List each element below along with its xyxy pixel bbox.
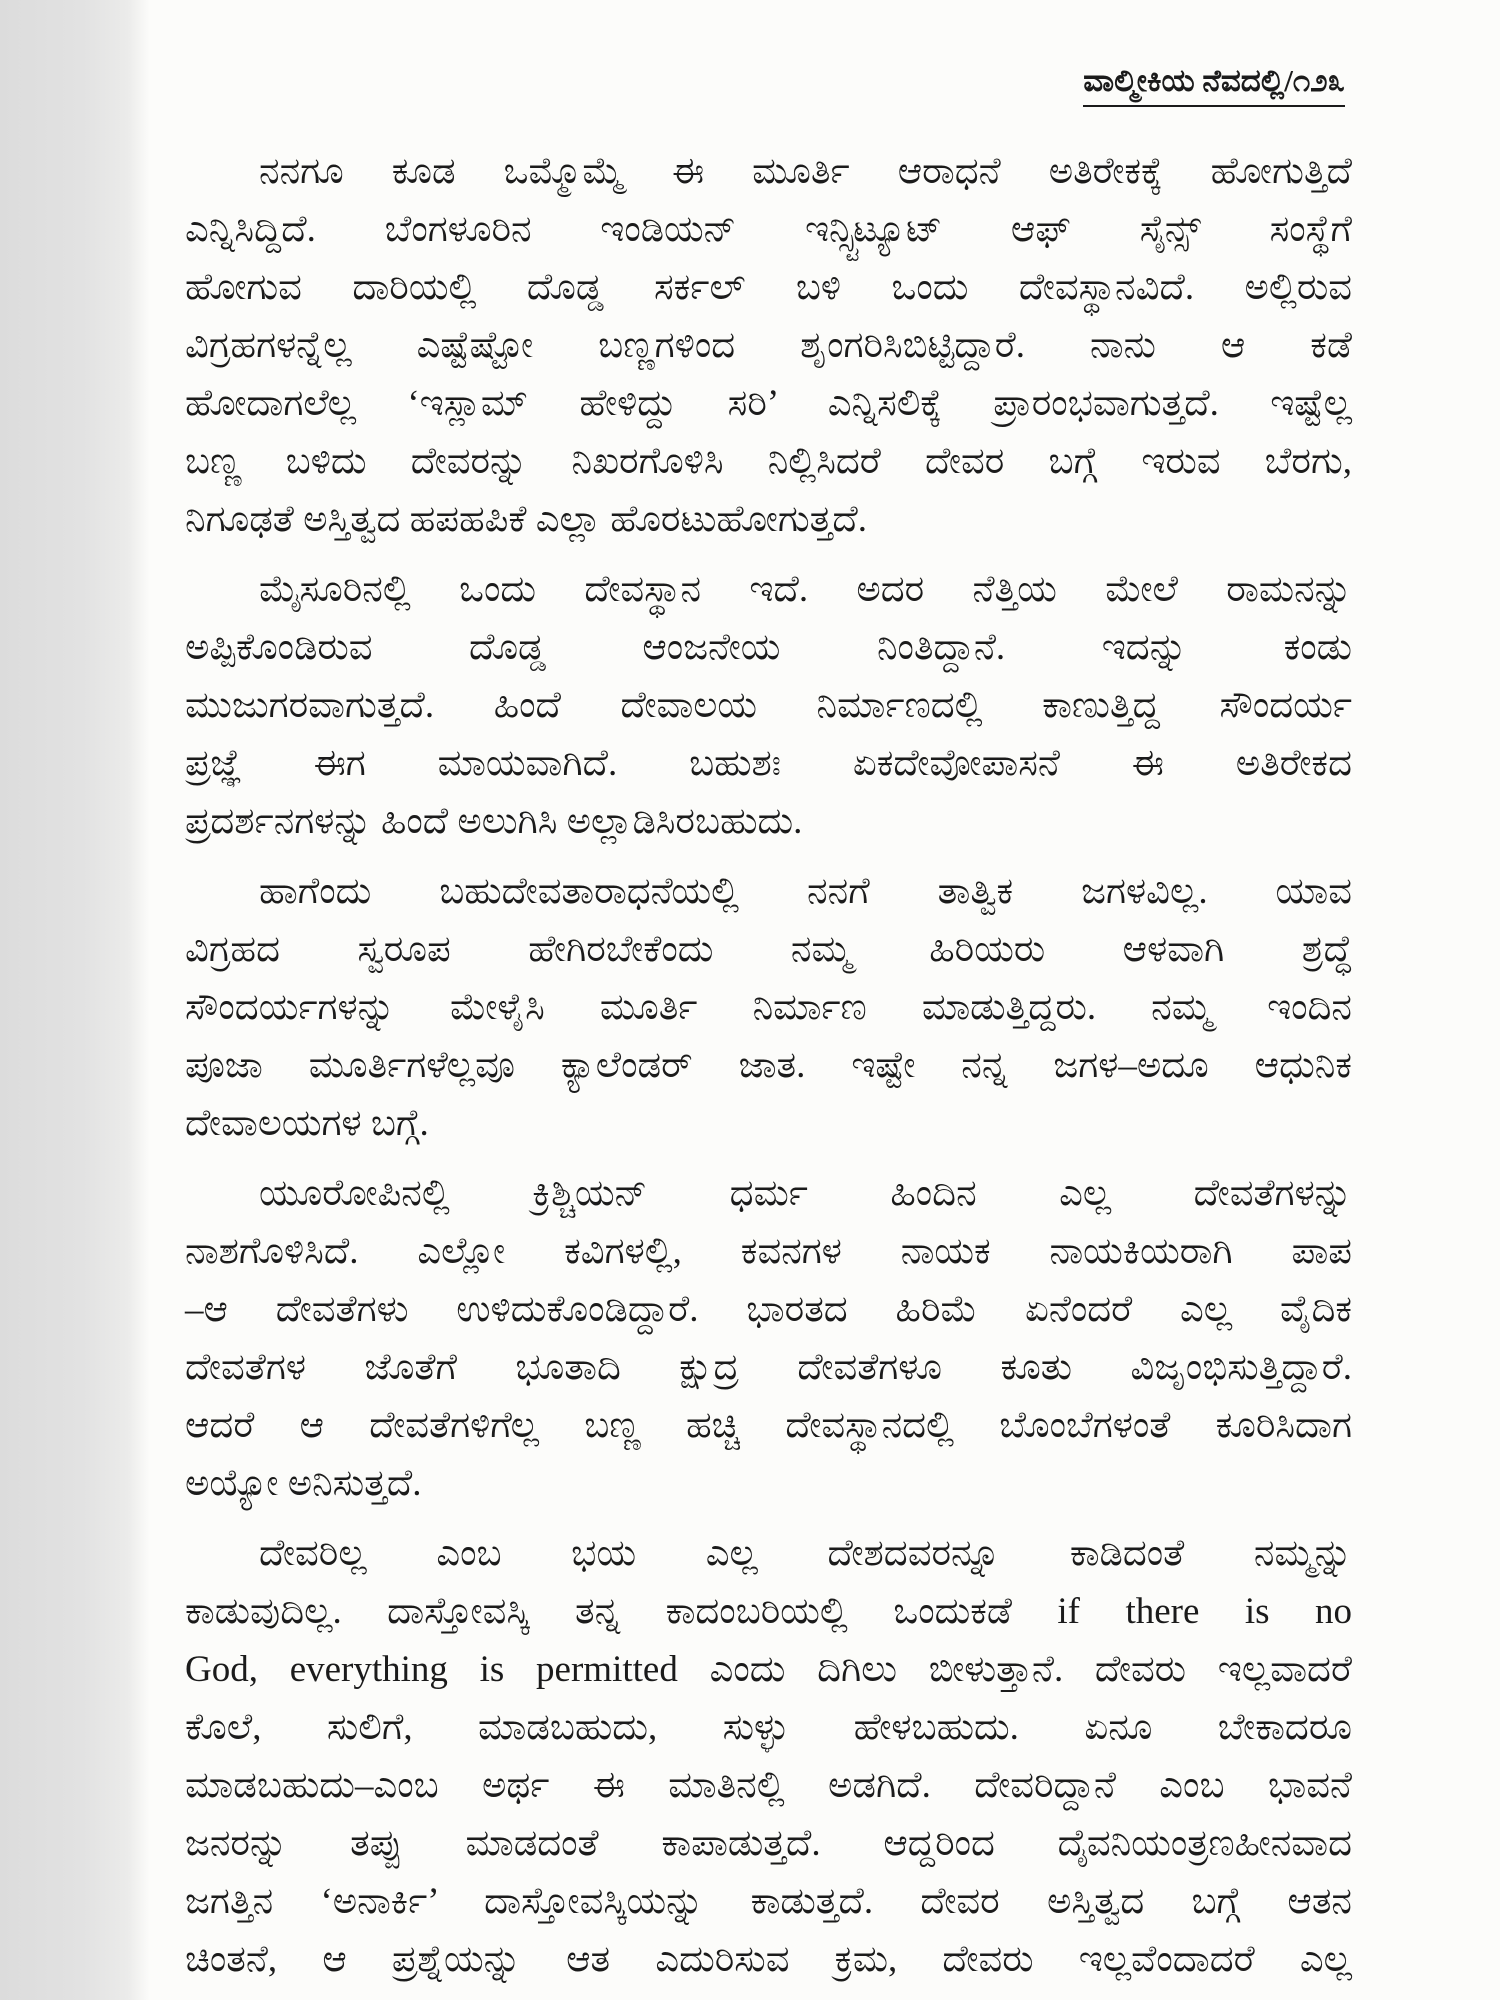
text-line: ಬಣ್ಣ ಬಳಿದು ದೇವರನ್ನು ನಿಖರಗೊಳಿಸಿ ನಿಲ್ಲಿಸಿದರೆ ದೇವರ ಬಗ್ಗೆ ಇರುವ ಬೆರಗು, xyxy=(185,441,1352,482)
text-line: ಹಾಗೆಂದು ಬಹುದೇವತಾರಾಧನೆಯಲ್ಲಿ ನನಗೆ ತಾತ್ವಿಕ ಜಗಳವಿಲ್ಲ. ಯಾವ xyxy=(259,871,1352,912)
text-line: ಹೋದಾಗಲೆಲ್ಲ ‘ಇಸ್ಲಾಮ್ ಹೇಳಿದ್ದು ಸರಿ’ ಎನ್ನಿಸಲಿಕ್ಕೆ ಪ್ರಾರಂಭವಾಗುತ್ತದೆ. ಇಷ್ಟೆಲ್ಲ xyxy=(185,383,1352,424)
text-line: ಅಪ್ಪಿಕೊಂಡಿರುವ ದೊಡ್ಡ ಆಂಜನೇಯ ನಿಂತಿದ್ದಾನೆ. ಇದನ್ನು ಕಂಡು xyxy=(185,627,1352,668)
text-line: ದೇವತೆಗಳ ಜೊತೆಗೆ ಭೂತಾದಿ ಕ್ಷುದ್ರ ದೇವತೆಗಳೂ ಕೂತು ವಿಜೃಂಭಿಸುತ್ತಿದ್ದಾರೆ. xyxy=(185,1347,1352,1388)
paragraph xyxy=(185,561,1352,851)
text-line: ನಾಶಗೊಳಿಸಿದೆ. ಎಲ್ಲೋ ಕವಿಗಳಲ್ಲಿ, ಕವನಗಳ ನಾಯಕ ನಾಯಕಿಯರಾಗಿ ಪಾಪ xyxy=(185,1231,1352,1272)
running-head-separator: / xyxy=(1284,63,1293,98)
text-line: ಪ್ರದರ್ಶನಗಳನ್ನು ಹಿಂದೆ ಅಲುಗಿಸಿ ಅಲ್ಲಾಡಿಸಿರಬಹುದು. xyxy=(185,801,803,842)
paragraph xyxy=(185,143,1352,549)
text-line: ಜನರನ್ನು ತಪ್ಪು ಮಾಡದಂತೆ ಕಾಪಾಡುತ್ತದೆ. ಆದ್ದರಿಂದ ದೈವನಿಯಂತ್ರಣಹೀನವಾದ xyxy=(185,1823,1352,1864)
text-line: ವಿಗ್ರಹಗಳನ್ನೆಲ್ಲ ಎಷ್ಟೆಷ್ಟೋ ಬಣ್ಣಗಳಿಂದ ಶೃಂಗರಿಸಿಬಿಟ್ಟಿದ್ದಾರೆ. ನಾನು ಆ ಕಡೆ xyxy=(185,325,1352,366)
text-line: ಜಗತ್ತಿನ ‘ಅನಾರ್ಕಿ’ ದಾಸ್ತೋವಸ್ಕಿಯನ್ನು ಕಾಡುತ್ತದೆ. ದೇವರ ಅಸ್ತಿತ್ವದ ಬಗ್ಗೆ ಆತನ xyxy=(185,1881,1352,1922)
text-line: ಪೂಜಾ ಮೂರ್ತಿಗಳೆಲ್ಲವೂ ಕ್ಯಾಲೆಂಡರ್ ಜಾತ. ಇಷ್ಟೇ ನನ್ನ ಜಗಳ–ಅದೂ ಆಧುನಿಕ xyxy=(185,1045,1352,1086)
text-line: ವಿಗ್ರಹದ ಸ್ವರೂಪ ಹೇಗಿರಬೇಕೆಂದು ನಮ್ಮ ಹಿರಿಯರು ಆಳವಾಗಿ ಶ್ರದ್ಧೆ xyxy=(185,929,1352,970)
body-text xyxy=(185,143,1352,2000)
text-line: ಅಯ್ಯೋ ಅನಿಸುತ್ತದೆ. xyxy=(185,1463,422,1504)
text-line: ಕಾಡುವುದಿಲ್ಲ. ದಾಸ್ತೋವಸ್ಕಿ ತನ್ನ ಕಾದಂಬರಿಯಲ್ಲಿ ಒಂದುಕಡೆ if there is no xyxy=(185,1591,1352,1632)
paragraph xyxy=(185,1525,1352,1989)
text-line: ಮುಜುಗರವಾಗುತ್ತದೆ. ಹಿಂದೆ ದೇವಾಲಯ ನಿರ್ಮಾಣದಲ್ಲಿ ಕಾಣುತ್ತಿದ್ದ ಸೌಂದರ್ಯ xyxy=(185,685,1352,726)
text-line: God, everything is permitted ಎಂದು ದಿಗಿಲು ಬೀಳುತ್ತಾನೆ. ದೇವರು ಇಲ್ಲವಾದರೆ xyxy=(185,1649,1352,1690)
text-line: ದೇವಾಲಯಗಳ ಬಗ್ಗೆ. xyxy=(185,1103,429,1144)
text-line: ಚಿಂತನೆ, ಆ ಪ್ರಶ್ನೆಯನ್ನು ಆತ ಎದುರಿಸುವ ಕ್ರಮ, ದೇವರು ಇಲ್ಲವೆಂದಾದರೆ ಎಲ್ಲ xyxy=(185,1939,1352,1980)
text-line: ಯೂರೋಪಿನಲ್ಲಿ ಕ್ರಿಶ್ಚಿಯನ್ ಧರ್ಮ ಹಿಂದಿನ ಎಲ್ಲ ದೇವತೆಗಳನ್ನು xyxy=(259,1173,1352,1214)
text-line: ಕೊಲೆ, ಸುಲಿಗೆ, ಮಾಡಬಹುದು, ಸುಳ್ಳು ಹೇಳಬಹುದು. ಏನೂ ಬೇಕಾದರೂ xyxy=(185,1707,1352,1748)
text-line: ಆದರೆ ಆ ದೇವತೆಗಳಿಗೆಲ್ಲ ಬಣ್ಣ ಹಚ್ಚಿ ದೇವಸ್ಥಾನದಲ್ಲಿ ಬೊಂಬೆಗಳಂತೆ ಕೂರಿಸಿದಾಗ xyxy=(185,1405,1352,1446)
page-gutter-shadow xyxy=(0,0,150,2000)
text-line: ಹೋಗುವ ದಾರಿಯಲ್ಲಿ ದೊಡ್ಡ ಸರ್ಕಲ್ ಬಳಿ ಒಂದು ದೇವಸ್ಥಾನವಿದೆ. ಅಲ್ಲಿರುವ xyxy=(185,267,1352,308)
text-line: ದೇವರಿಲ್ಲ ಎಂಬ ಭಯ ಎಲ್ಲ ದೇಶದವರನ್ನೂ ಕಾಡಿದಂತೆ ನಮ್ಮನ್ನು xyxy=(259,1533,1352,1574)
text-line: ಎನ್ನಿಸಿದ್ದಿದೆ. ಬೆಂಗಳೂರಿನ ಇಂಡಿಯನ್ ಇನ್ಸ್ಟಿಟ್ಯೂಟ್ ಆಫ್ ಸೈನ್ಸ್ ಸಂಸ್ಥೆಗೆ xyxy=(185,209,1352,250)
paragraph xyxy=(185,863,1352,1153)
text-line: ಮಾಡಬಹುದು–ಎಂಬ ಅರ್ಥ ಈ ಮಾತಿನಲ್ಲಿ ಅಡಗಿದೆ. ದೇವರಿದ್ದಾನೆ ಎಂಬ ಭಾವನೆ xyxy=(185,1765,1352,1806)
text-line: ಮೈಸೂರಿನಲ್ಲಿ ಒಂದು ದೇವಸ್ಥಾನ ಇದೆ. ಅದರ ನೆತ್ತಿಯ ಮೇಲೆ ರಾಮನನ್ನು xyxy=(259,569,1352,610)
page-number: ೧೨೩ xyxy=(1292,63,1345,98)
running-head-title: ವಾಲ್ಮೀಕಿಯ ನೆವದಲ್ಲಿ xyxy=(1083,63,1285,98)
paragraph xyxy=(185,1165,1352,1513)
text-line: ನನಗೂ ಕೂಡ ಒಮ್ಮೊಮ್ಮೆ ಈ ಮೂರ್ತಿ ಆರಾಧನೆ ಅತಿರೇಕಕ್ಕೆ ಹೋಗುತ್ತಿದೆ xyxy=(259,151,1352,192)
text-line: ಪ್ರಜ್ಞೆ ಈಗ ಮಾಯವಾಗಿದೆ. ಬಹುಶಃ ಏಕದೇವೋಪಾಸನೆ ಈ ಅತಿರೇಕದ xyxy=(185,743,1352,784)
text-line: –ಆ ದೇವತೆಗಳು ಉಳಿದುಕೊಂಡಿದ್ದಾರೆ. ಭಾರತದ ಹಿರಿಮೆ ಏನೆಂದರೆ ಎಲ್ಲ ವೈದಿಕ xyxy=(185,1289,1352,1330)
running-head xyxy=(1083,60,1345,107)
text-line: ನಿಗೂಢತೆ ಅಸ್ತಿತ್ವದ ಹಪಹಪಿಕೆ ಎಲ್ಲಾ ಹೊರಟುಹೋಗುತ್ತದೆ. xyxy=(185,499,867,540)
text-line: ಸೌಂದರ್ಯಗಳನ್ನು ಮೇಳೈಸಿ ಮೂರ್ತಿ ನಿರ್ಮಾಣ ಮಾಡುತ್ತಿದ್ದರು. ನಮ್ಮ ಇಂದಿನ xyxy=(185,987,1352,1028)
